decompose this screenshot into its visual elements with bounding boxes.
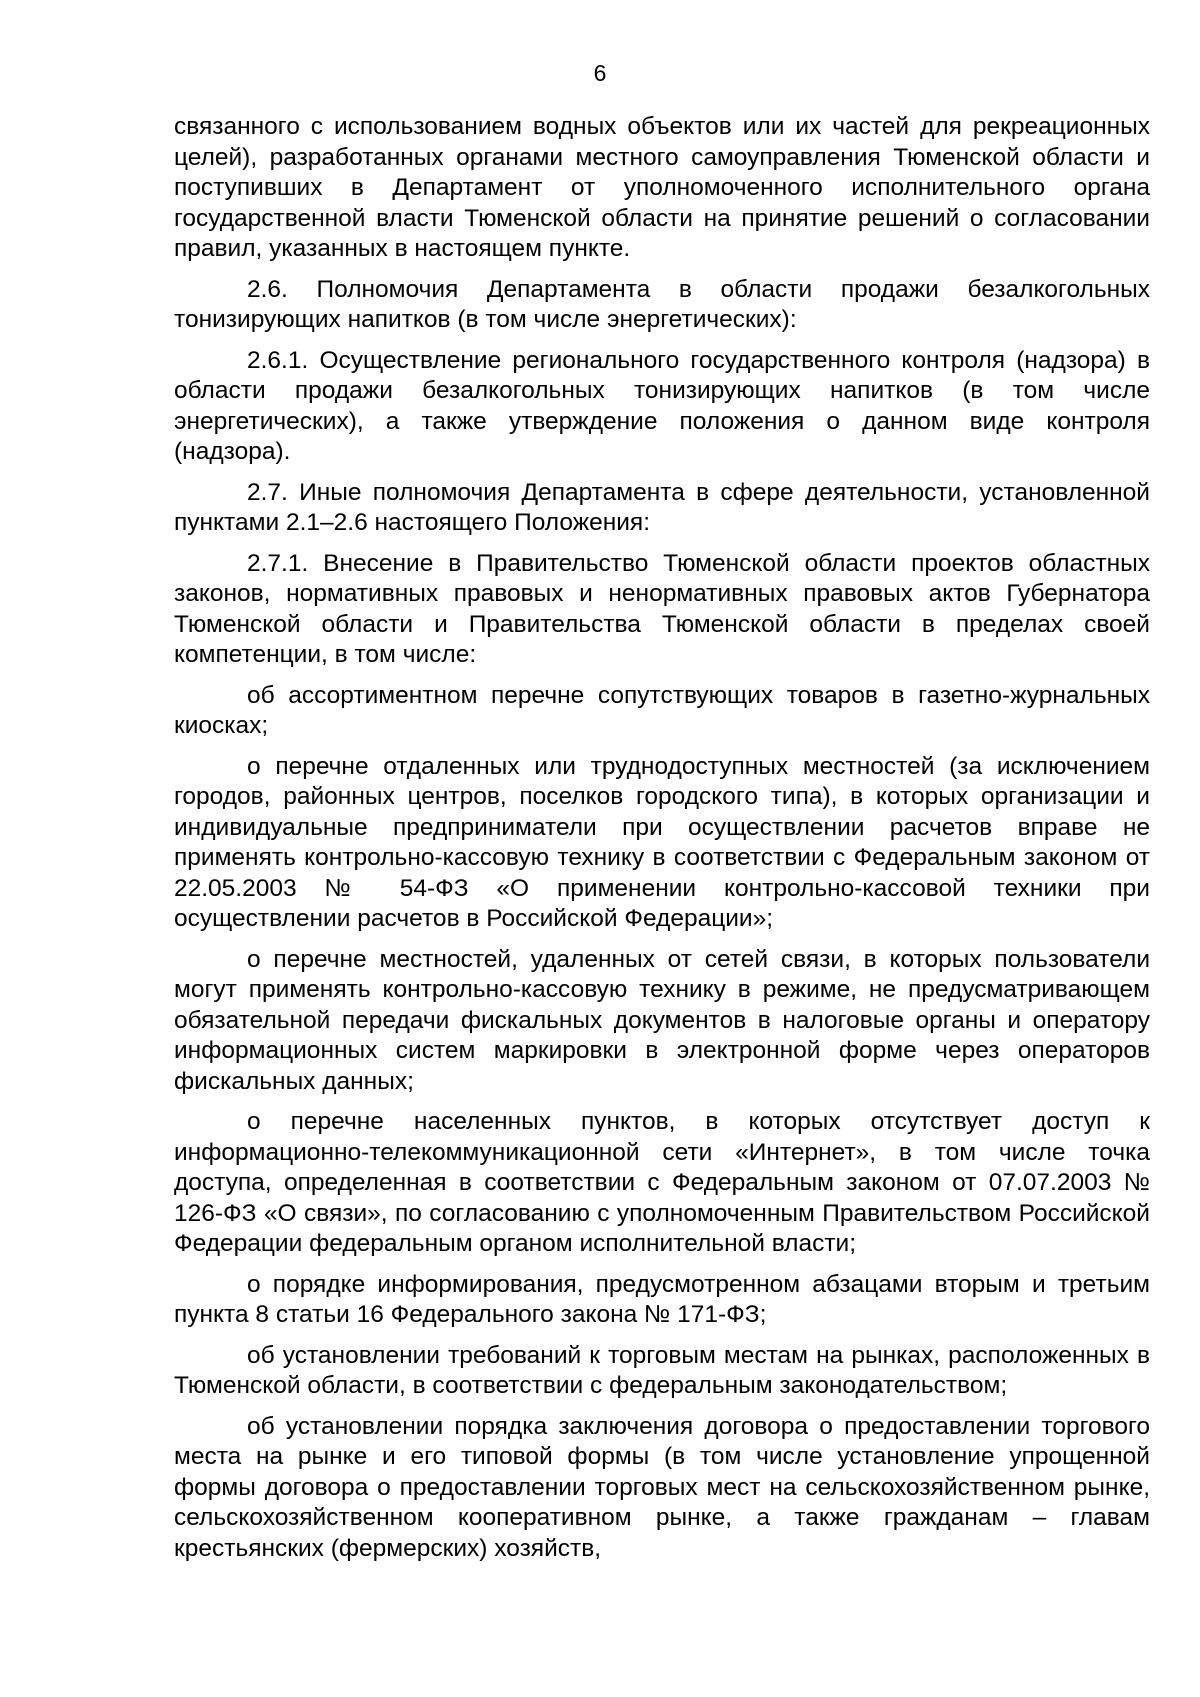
list-item-market-requirements: об установлении требований к торговым местам на рынках, расположенных в Тюменской области, в соответствии с федеральным законодательством; [174, 1341, 1150, 1399]
list-item-no-network-areas: о перечне местностей, удаленных от сетей связи, в которых пользователи могут применять контрольно-кассовую технику в режиме, не предусматривающем обязательной передачи фискальных документов в налоговые органы и оператору информационных систем маркировки в электронной форме через операторов фискальных данных; [174, 945, 1150, 1095]
list-item-informing-procedure: о порядке информирования, предусмотренном абзацами вторым и третьим пункта 8 статьи 16 Федерального закона № 171-ФЗ; [174, 1270, 1150, 1328]
paragraph-2-6-1: 2.6.1. Осуществление регионального государственного контроля (надзора) в области продажи безалкогольных тонизирующих напитков (в том числе энергетических), а также утверждение положения о данном виде контроля (надзора). [174, 346, 1150, 465]
page-number: 6 [593, 60, 607, 86]
list-item-remote-areas: о перечне отдаленных или труднодоступных местностей (за исключением городов, районных центров, поселков городского типа), в которых организации и индивидуальные предприниматели при осуществлении расчетов вправе не применять контрольно-кассовую технику в соответствии с Федеральным законом от 22.05.2003 № 54-ФЗ «О применении контрольно-кассовой техники при осуществлении расчетов в Российской Федерации»; [174, 752, 1150, 932]
list-item-assortment: об ассортиментном перечне сопутствующих товаров в газетно-журнальных киосках; [174, 681, 1150, 739]
document-body [174, 112, 1150, 1574]
list-item-no-internet-settlements: о перечне населенных пунктов, в которых отсутствует доступ к информационно-телекоммуникационной сети «Интернет», в том числе точка доступа, определенная в соответствии с Федеральным законом от 07.07.2003 № 126-ФЗ «О связи», по согласованию с уполномоченным Правительством Российской Федерации федеральным органом исполнительной власти; [174, 1108, 1150, 1257]
paragraph-2-7: 2.7. Иные полномочия Департамента в сфере деятельности, установленной пунктами 2.1–2.6 настоящего Положения: [174, 478, 1150, 536]
paragraph-2-7-1: 2.7.1. Внесение в Правительство Тюменской области проектов областных законов, нормативных правовых и ненормативных правовых актов Губернатора Тюменской области и Правительства Тюменской области в пределах своей компетенции, в том числе: [174, 549, 1150, 668]
paragraph-continuation: связанного с использованием водных объектов или их частей для рекреационных целей), разработанных органами местного самоуправления Тюменской области и поступивших в Департамент от уполномоченного исполнительного органа государственной власти Тюменской области на принятие решений о согласовании правил, указанных в настоящем пункте. [174, 113, 1150, 262]
paragraph-2-6: 2.6. Полномочия Департамента в области продажи безалкогольных тонизирующих напитков (в том числе энергетических): [174, 275, 1150, 333]
list-item-market-contract: об установлении порядка заключения договора о предоставлении торгового места на рынке и его типовой формы (в том числе установление упрощенной формы договора о предоставлении торговых мест на сельскохозяйственном рынке, сельскохозяйственном кооперативном рынке, а также гражданам – главам крестьянских (фермерских) хозяйств, [174, 1412, 1150, 1562]
